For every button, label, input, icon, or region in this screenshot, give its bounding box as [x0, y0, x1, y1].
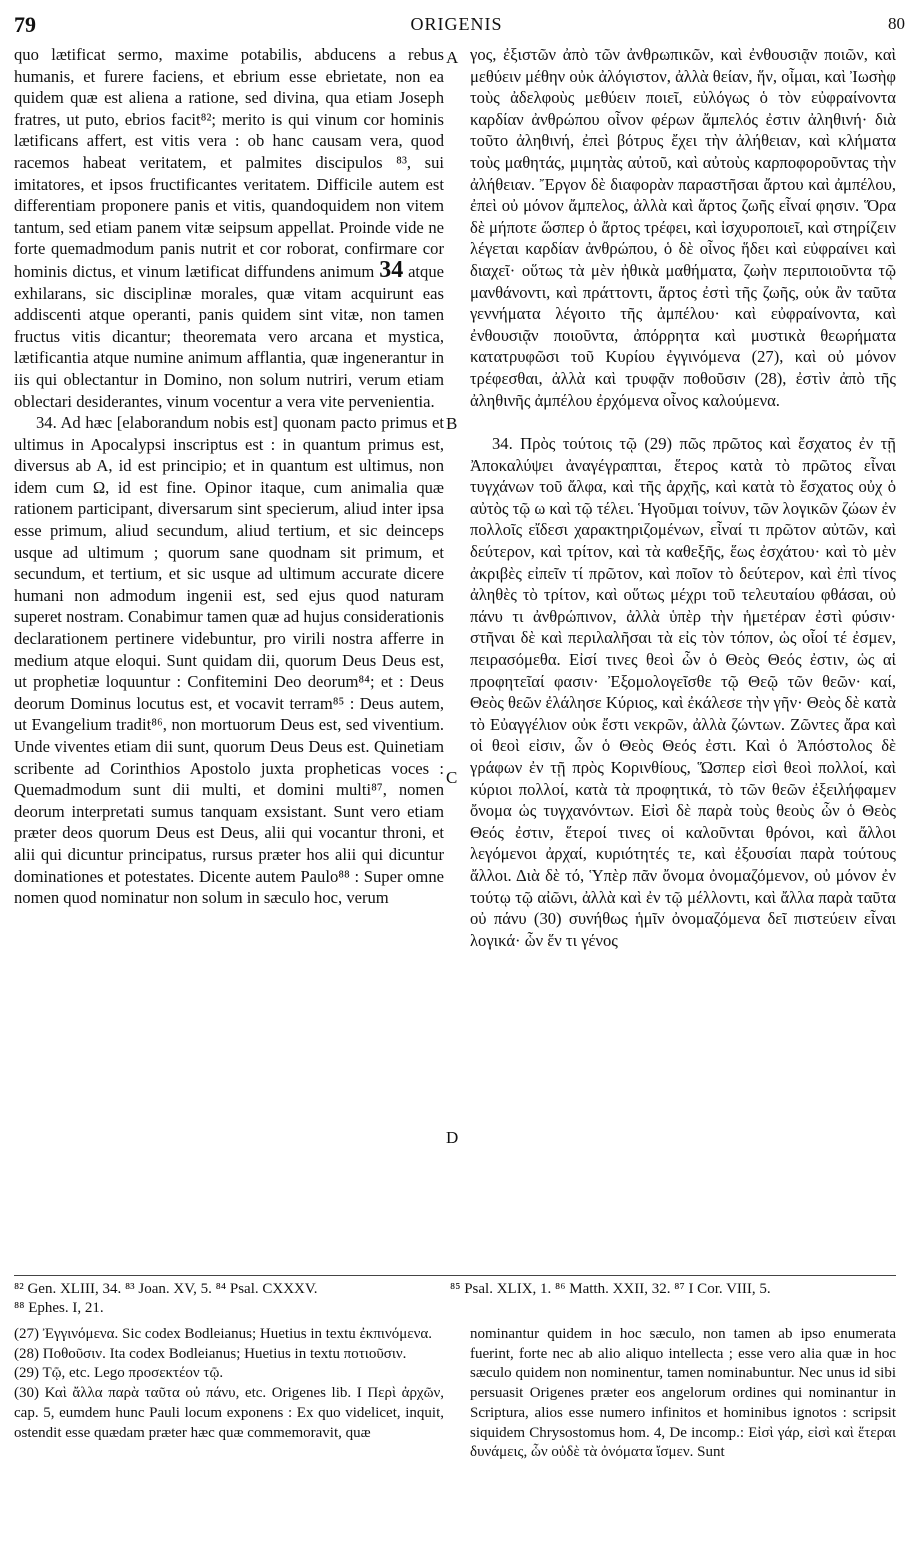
note-30: (30) Καὶ ἄλλα παρὰ ταῦτα οὐ πάνυ, etc. Origenes lib. I Περὶ ἀρχῶν, cap. 5, eumdem hunc Pauli locum exponens : Ex quo videlicet, inquit, ostendit esse quædam præter hæc quæ commemoravit, quæ: [14, 1385, 444, 1441]
running-header: [0, 12, 913, 38]
latin-text-1b: atque exhilarans, sic disciplinæ morales, quæ vitam acquirunt eas addiscenti atque operanti, panis quidem sint vitæ, non tamen fructus vitis dicantur; theoremata vero arcana et mystica, lætificantia atque numine animum afflantia, quæ ingenerantur in iis qui oblectantur in Domino, non solum nutriri, verum etiam oblectari desiderantes, vinum vocentur a vera vite pervenientia.: [14, 261, 444, 411]
footnotes-right: [450, 1280, 896, 1299]
notes-right-column: [470, 1325, 896, 1463]
footnote-line-1: ⁸² Gen. XLIII, 34. ⁸³ Joan. XV, 5. ⁸⁴ Psal. CXXXV.: [14, 1281, 318, 1297]
latin-paragraph-1: [14, 44, 444, 412]
note-30-continued: nominantur quidem in hoc sæculo, non tamen ab ipso enumerata fuerint, forte nec ab alio aliquo intellecta ; esse vero alia quæ in hoc sæculo quidem non nominentur, tamen nominabuntur. Nec unus id sibi persuasit Origenes præter eos angelorum ordines qui nominantur in Scriptura, alios esse numero infinitos et hominibus ignotos : scripsit siquidem Chrysostomus hom. 4, De incomp.: Εἰσὶ γάρ, εἰσὶ καὶ ἕτεραι δυνάμεις, ὧν οὐδὲ τὰ ὀνόματα ἴσμεν. Sunt: [470, 1326, 896, 1461]
margin-marker-a: A: [446, 48, 459, 67]
footnote-line-2: ⁸⁸ Ephes. I, 21.: [14, 1300, 104, 1316]
margin-marker-b: B: [446, 414, 458, 433]
greek-column: [470, 44, 896, 951]
margin-marker-d: D: [446, 1128, 459, 1147]
margin-marker-c: C: [446, 768, 458, 787]
greek-paragraph-34: 34. Πρὸς τούτοις τῷ (29) πῶς πρῶτος καὶ ἔσχατος ἐν τῇ Ἀποκαλύψει ἀναγέγραπται, ἕτερος κατὰ τὸ πρῶτος εἶναι τυγχάνων τοῦ ἄλφα, καὶ τῆς ἀρχῆς, καὶ κατὰ τὸ ἔσχατος οὐχ ὁ αὐτὸς τῷ ω καὶ τῷ τέλει. Ἡγοῦμαι τοίνυν, τῶν λογικῶν ζώων ἐν πολλοῖς εἴδεσι χαρακτηριζομένων, εἶναί τι πρῶτον αὐτῶν, καὶ δεύτερον, καὶ τρίτον, καὶ τὰ καθεξῆς, ἕως ἐσχάτου· καὶ τὸ μὲν ἀκριβὲς εἰπεῖν τί πρῶτον, καὶ ποῖον τὸ δεύτερον, καὶ ἐπὶ τίνος ἀληθὲς τὸ τρίτον, καὶ οὕτως μέχρι τοῦ τελευταίου φθάσαι, οὐ πάνυ τι ἀνθρώπινον, ἀλλὰ ὑπὲρ τὴν ἡμετέραν ἐστὶ φύσιν· στῆναι δὲ καὶ περιλαλῆσαι τὰ εἰς τὸν τόπον, ὡς οἷοί τέ ἐσμεν, πειρασόμεθα. Εἰσί τινες θεοὶ ὧν ὁ Θεὸς Θεός ἐστιν, ὡς αἱ προφητεῖαί φασιν· Ἐξομολογεῖσθε τῷ Θεῷ τῶν θεῶν· καί, Θεὸς θεῶν ἐλάλησε Κύριος, καὶ ἐκάλεσε τὴν γῆν· Θεὸς δὲ κατὰ τὸ Εὐαγγέλιον οὐκ ἔστι νεκρῶν, ἀλλὰ ζώντων. Ζῶντες ἄρα καὶ οἱ θεοὶ εἰσιν, ὧν ὁ Θεὸς Θεός ἐστι. Καὶ ὁ Ἀπόστολος δὲ γράφων ἐν τῇ πρὸς Κορινθίους, Ὥσπερ εἰσὶ θεοὶ πολλοί, καὶ κύριοι πολλοί, κατὰ τὰ προφητικά, τὸ τῶν θεῶν ἐξειλήφαμεν ὄνομα ὡς τυγχανόντων. Εἰσὶ δὲ παρὰ τοὺς θεοὺς ὧν ὁ Θεὸς Θεός ἐστιν, ἕτεροί τινες οἱ καλοῦνται θρόνοι, καὶ ἄλλοι λεγόμενοι ἀρχαί, κυριότητές τε, καὶ ἐξουσίαι παρὰ τούτους ἄλλοι. Διὰ δὲ τό, Ὑπὲρ πᾶν ὄνομα ὀνομαζόμενον, οὐ μόνον ἐν τούτῳ τῷ αἰῶνι, ἀλλὰ καὶ ἐν τῷ μέλλοντι, καὶ ἄλλα παρὰ ταῦτα οὐ πάνυ (30) συνήθως ἡμῖν ὀνομαζόμενα δεῖ πιστεύειν εἶναι λογικά· ὧν ἕν τι γένος: [470, 434, 896, 950]
notes-left-column: [14, 1325, 444, 1443]
latin-column: [14, 44, 444, 909]
note-28: (28) Ποθοῦσιν. Ita codex Bodleianus; Huetius in textu ποτιοῦσιν.: [14, 1345, 407, 1362]
footnote-divider: [14, 1275, 896, 1276]
greek-paragraph-1: γος, ἐξιστῶν ἀπὸ τῶν ἀνθρωπικῶν, καὶ ἐνθουσιᾷν ποιῶν, καὶ μεθύειν μέθην οὐκ ἀλόγιστον, ἀλλὰ θείαν, ἥν, οἶμαι, καὶ Ἰωσὴφ τοὺς ἀδελφοὺς μεθύειν ποιεῖ, εὐλόγως ὁ τὸν εὐφραίνοντα καρδίαν ἀνθρώπου οἶνον φέρων ἄμπελός ἐστιν ἀληθινή· διὰ τοῦτο ἀληθινή, ἐπεὶ βότρυς ἔχει τὴν ἀλήθειαν, καὶ κλήματα τοὺς μαθητάς, μιμητὰς αὐτοῦ, καὶ αὐτοὺς καρποφοροῦντας τὴν ἀλήθειαν. Ἔργον δὲ διαφορὰν παραστῆσαι ἄρτου καὶ ἀμπέλου, ἐπεὶ οὐ μόνον ἄμπελος, ἀλλὰ καὶ ἄρτος ζωῆς εἶναί φησιν. Ὅρα δὲ μήποτε ὥσπερ ὁ ἄρτος τρέφει, καὶ ἰσχυροποιεῖ, καὶ στηρίζειν λέγεται καρδίαν ἀνθρώπου, ὁ δὲ οἶνος ἥδει καὶ εὐφραίνει καὶ διαχεῖ· οὕτως τὰ μὲν ἠθικὰ μαθήματα, ζωὴν περιποιοῦντα τῷ μανθάνοντι, καὶ πράττοντι, ἄρτος ἐστὶ τῆς ζωῆς, οὐκ ἂν ταῦτα γεννήματα λέγοιτο τῆς ἀμπέλου· καὶ εὐφραίνοντα, καὶ ἐνθουσιᾷν ποιοῦντα, ἀπόρρητα καὶ μυστικὰ θεωρήματα κατατρυφῶσι τοῦ Κυρίου ἐγγινόμενα (27), καὶ οὐ μόνον τρέφεσθαι, ἀλλὰ καὶ τρυφᾷν ποθοῦσιν (28), ἐστὶν ἀπὸ τῆς ἀληθινῆς ἀμπέλου ἐρχόμενα οἶνος καλούμενα.: [470, 45, 896, 410]
page-number-left: 79: [14, 12, 36, 37]
note-29: (29) Τῷ, etc. Lego προσεκτέον τῷ.: [14, 1365, 224, 1382]
note-27: (27) Ἐγγινόμενα. Sic codex Bodleianus; Huetius in textu ἐκπινόμενα.: [14, 1326, 432, 1342]
page-number-right: 80: [888, 14, 905, 33]
footnote-line-3: ⁸⁵ Psal. XLIX, 1. ⁸⁶ Matth. XXII, 32. ⁸⁷ I Cor. VIII, 5.: [450, 1281, 771, 1297]
footnotes-left: [14, 1280, 444, 1318]
column-marker-34: 34: [379, 256, 404, 283]
latin-text-1a: quo lætificat sermo, maxime potabilis, abducens a rebus humanis, et furere faciens, et ebrium esse ebrietate, non ea quidem quæ est aliena a ratione, sed divina, qua etiam Joseph fratres, ut puto, ebrios facit⁸²; merito is qui vinum cor hominis lætificans affert, est vitis vera : ob hanc causam vera, quod racemos habeat veritatem, et palmites discipulos ⁸³, sui imitatores, et ipsos fructificantes veritatem. Difficile autem est differentiam proponere panis et vitis, quandoquidem non vitem tantum, sed etiam panem vitæ seipsum appellat. Proinde vide ne forte quemadmodum panis nutrit et cor roborat, confirmare cor hominis dictus, et vinum lætificat diffundens animum: [14, 45, 444, 281]
latin-paragraph-34: 34. Ad hæc [elaborandum nobis est] quonam pacto primus et ultimus in Apocalypsi inscriptus est : in quantum primus est, diversus ab A, id est principio; et in quantum est ultimus, non idem cum Ω, id est fine. Opinor itaque, cum animalia quæ rationem participant, diversarum sint specierum, aliud inter ipsa esse primum, aliud secundum, aliud tertium, et sic deinceps usque ad ultimum ; quorum sane quodnam sit primum, et secundum, et tertium, et sic usque ad ultimum accurate dicere humani non admodum ingenii est, sed ejus quod naturam superet nostram. Conabimur tamen quæ ad hujus considerationis declarationem pertinere videbuntur, pro virili nostra afferre in medium atque eloqui. Sunt quidam dii, quorum Deus Deus est, ut prophetiæ loquuntur : Confitemini Deo deorum⁸⁴; et : Deus deorum Dominus locutus est, et vocavit terram⁸⁵ : Deus autem, ut Evangelium tradit⁸⁶, non mortuorum Deus est, sed viventium. Unde viventes etiam dii sunt, quorum Deus Deus est. Quinetiam scribente ad Corinthios Apostolo juxta propheticas voces : Quemadmodum sunt dii multi, et domini multi⁸⁷, nomen deorum interpretati sumus tanquam exsistant. Sunt vero etiam præter deos quorum Deus est Deus, alii qui vocantur throni, et alii qui dicuntur principatus, rursus præter hos alii qui dicuntur dominationes et potestates. Dicente autem Paulo⁸⁸ : Super omne nomen quod nominatur non solum in sæculo hoc, verum: [14, 413, 444, 908]
running-title: ORIGENIS: [410, 14, 503, 34]
